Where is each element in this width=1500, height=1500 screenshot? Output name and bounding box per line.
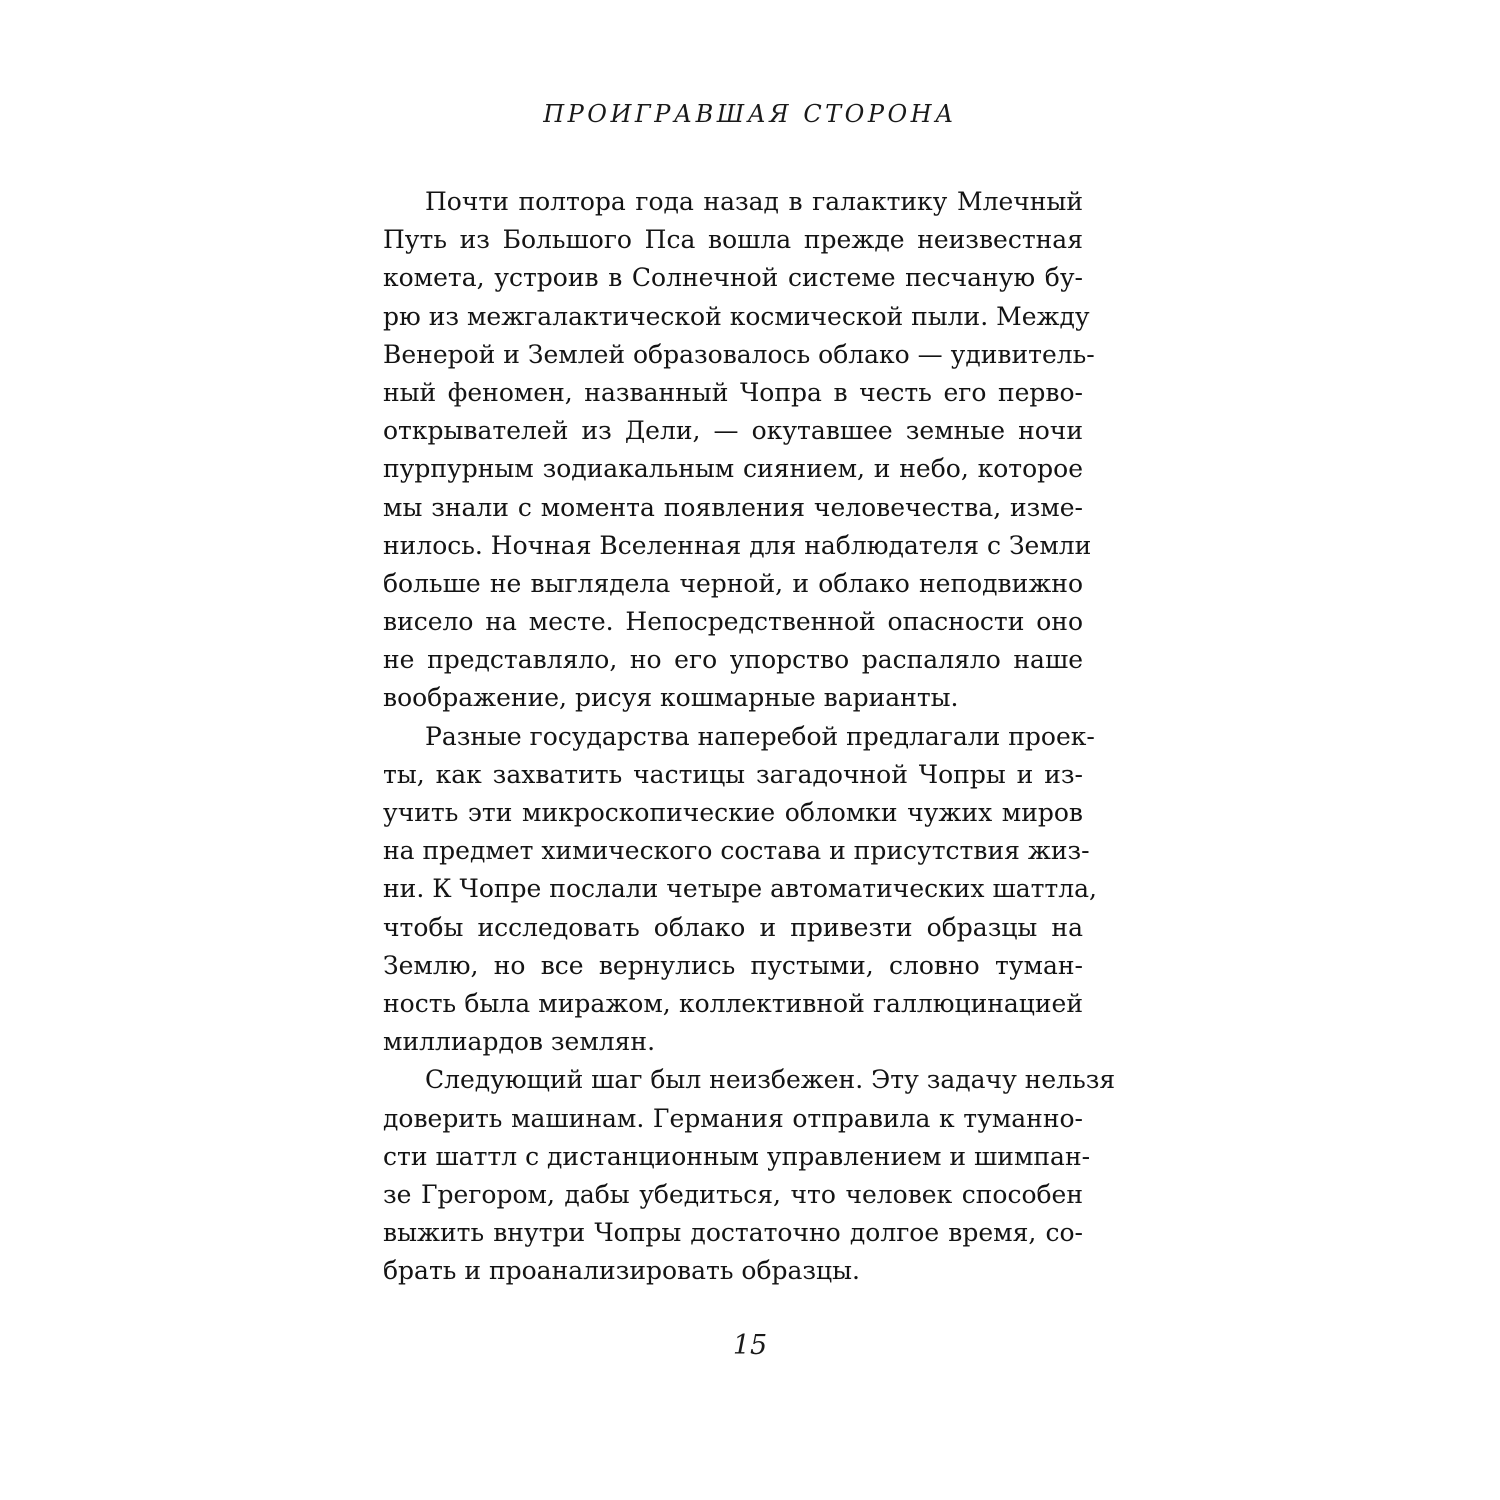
text-line: нилось. Ночная Вселенная для наблюдателя с Земли [383, 530, 1092, 560]
text-line: висело на месте. Непосредственной опасности оно [383, 607, 1083, 637]
text-line: Почти полтора года назад в галактику Млечный [425, 187, 1083, 216]
text-line: доверить машинам. Германия отправила к туманно- [383, 1103, 1083, 1133]
text-line: ность была миражом, коллективной галлюцинацией [383, 988, 1083, 1018]
text-line: ты, как захватить частицы загадочной Чопры и из- [383, 759, 1083, 789]
text-line: Путь из Большого Пса вошла прежде неизвестная [383, 225, 1083, 255]
text-line: Венерой и Землей образовалось облако — удивитель- [383, 339, 1095, 369]
running-head: ПРОИГРАВШАЯ СТОРОНА [543, 100, 957, 128]
text-line: пурпурным зодиакальным сиянием, и небо, которое [383, 454, 1083, 484]
text-line: ни. К Чопре послали четыре автоматических шаттла, [383, 874, 1097, 904]
text-line: выжить внутри Чопры достаточно долгое время, со- [383, 1218, 1083, 1248]
text-line: воображение, рисуя кошмарные варианты. [383, 683, 959, 713]
text-line: Землю, но все вернулись пустыми, словно туман- [383, 950, 1083, 980]
text-line: чтобы исследовать облако и привезти образцы на [383, 912, 1083, 942]
text-line: не представляло, но его упорство распаляло наше [383, 645, 1083, 675]
text-line: учить эти микроскопические обломки чужих миров [383, 798, 1083, 827]
page-number: 15 [732, 1330, 768, 1361]
text-line: ный феномен, названный Чопра в честь его перво- [383, 377, 1083, 407]
text-line: мы знали с момента появления человечества, изме- [383, 492, 1083, 522]
paragraph-3 [383, 1061, 1116, 1290]
text-line: миллиардов землян. [383, 1027, 656, 1057]
paragraph-1 [383, 183, 1095, 718]
text-line: брать и проанализировать образцы. [383, 1256, 860, 1286]
text-line: рю из межгалактической космической пыли. Между [383, 301, 1090, 331]
paragraph-2 [383, 718, 1097, 1062]
text-line: на предмет химического состава и присутствия жиз- [383, 836, 1090, 866]
text-line: зе Грегором, дабы убедиться, что человек способен [383, 1179, 1083, 1209]
text-line: Разные государства наперебой предлагали проек- [425, 721, 1095, 751]
text-line: сти шаттл с дистанционным управлением и шимпан- [383, 1141, 1091, 1171]
text-line: открывателей из Дели, — окутавшее земные ночи [383, 416, 1083, 446]
body-text [383, 183, 1116, 1290]
text-line: больше не выглядела черной, и облако неподвижно [383, 568, 1083, 598]
text-line: Следующий шаг был неизбежен. Эту задачу нельзя [425, 1065, 1116, 1095]
text-line: комета, устроив в Солнечной системе песчаную бу- [383, 263, 1083, 293]
